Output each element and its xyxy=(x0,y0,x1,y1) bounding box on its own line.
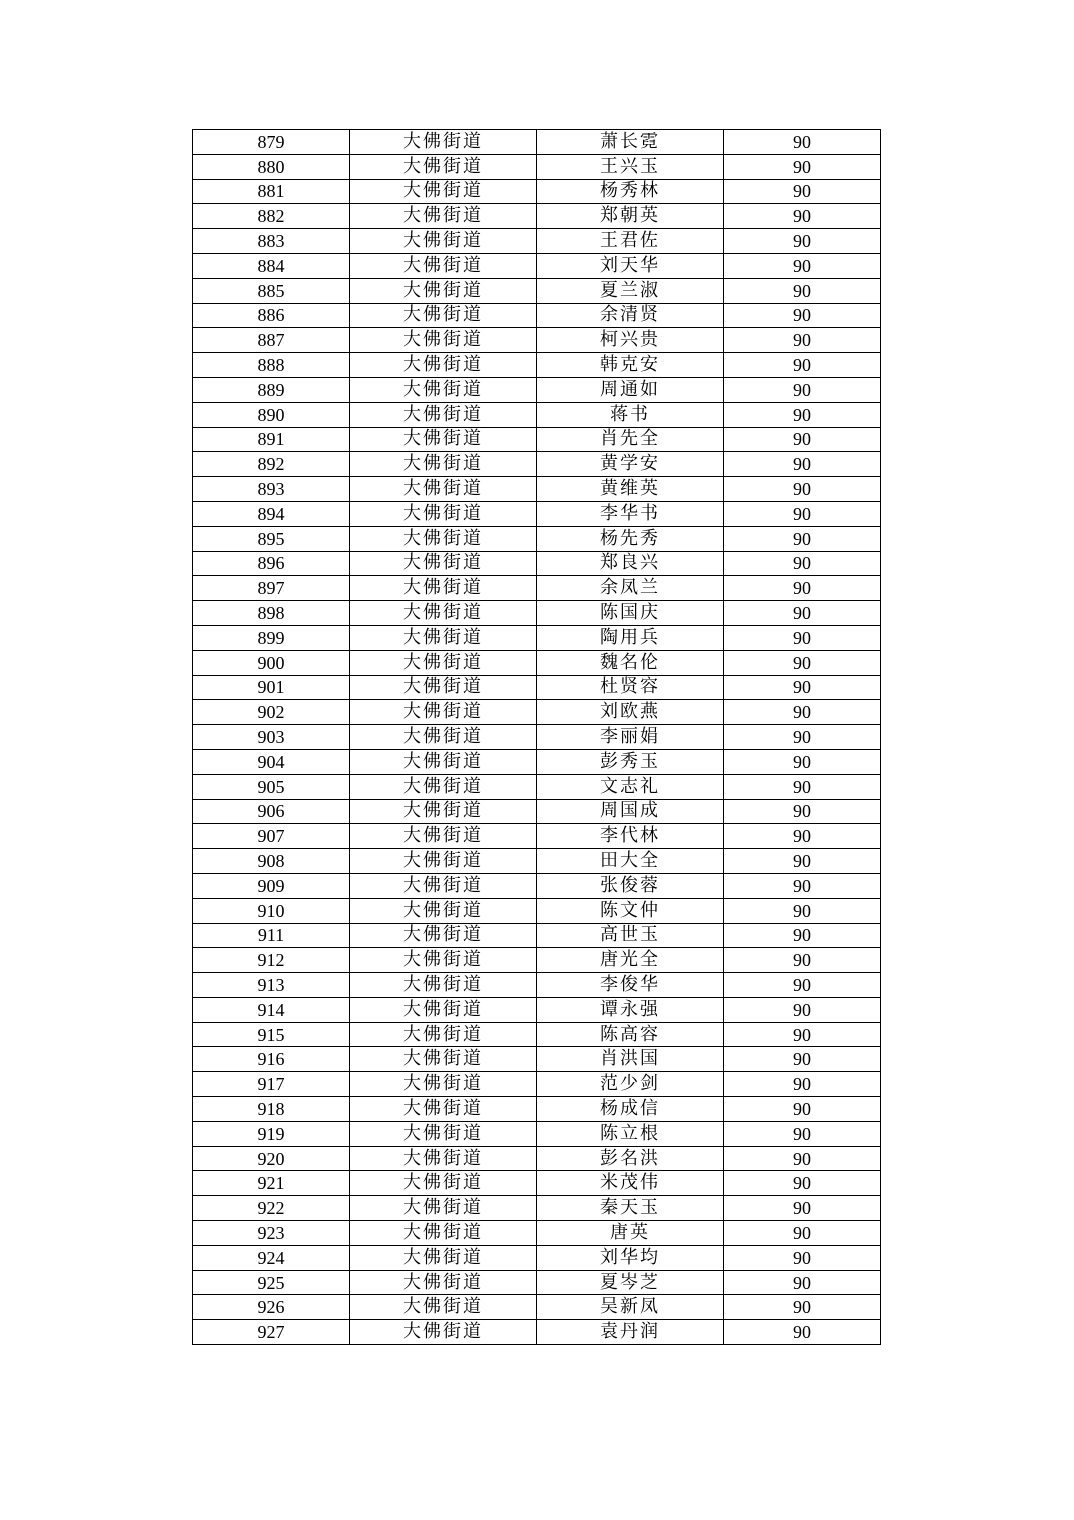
score-cell: 90 xyxy=(724,452,881,477)
row-number-cell: 902 xyxy=(193,700,350,725)
row-number-cell: 884 xyxy=(193,253,350,278)
row-number-cell: 909 xyxy=(193,873,350,898)
table-row xyxy=(193,452,881,477)
person-name-cell: 郑良兴 xyxy=(537,551,724,576)
table-row xyxy=(193,650,881,675)
street-cell: 大佛街道 xyxy=(350,1121,537,1146)
table-row xyxy=(193,303,881,328)
table-row xyxy=(193,1022,881,1047)
score-cell: 90 xyxy=(724,1072,881,1097)
street-cell: 大佛街道 xyxy=(350,873,537,898)
row-number-cell: 897 xyxy=(193,576,350,601)
street-cell: 大佛街道 xyxy=(350,1221,537,1246)
score-cell: 90 xyxy=(724,824,881,849)
table-row xyxy=(193,526,881,551)
row-number-cell: 906 xyxy=(193,799,350,824)
table-row xyxy=(193,625,881,650)
person-name-cell: 郑朝英 xyxy=(537,204,724,229)
person-name-cell: 蒋书 xyxy=(537,402,724,427)
score-cell: 90 xyxy=(724,774,881,799)
row-number-cell: 907 xyxy=(193,824,350,849)
person-name-cell: 范少剑 xyxy=(537,1072,724,1097)
person-name-cell: 余清贤 xyxy=(537,303,724,328)
row-number-cell: 913 xyxy=(193,973,350,998)
street-cell: 大佛街道 xyxy=(350,700,537,725)
table-row xyxy=(193,1320,881,1345)
score-cell: 90 xyxy=(724,700,881,725)
street-cell: 大佛街道 xyxy=(350,973,537,998)
score-cell: 90 xyxy=(724,526,881,551)
row-number-cell: 886 xyxy=(193,303,350,328)
person-name-cell: 彭名洪 xyxy=(537,1146,724,1171)
street-cell: 大佛街道 xyxy=(350,154,537,179)
street-cell: 大佛街道 xyxy=(350,1270,537,1295)
table-row xyxy=(193,501,881,526)
score-cell: 90 xyxy=(724,303,881,328)
street-cell: 大佛街道 xyxy=(350,1295,537,1320)
score-cell: 90 xyxy=(724,377,881,402)
score-cell: 90 xyxy=(724,625,881,650)
score-cell: 90 xyxy=(724,675,881,700)
person-name-cell: 余凤兰 xyxy=(537,576,724,601)
row-number-cell: 880 xyxy=(193,154,350,179)
score-cell: 90 xyxy=(724,179,881,204)
table-row xyxy=(193,948,881,973)
score-cell: 90 xyxy=(724,576,881,601)
row-number-cell: 890 xyxy=(193,402,350,427)
score-cell: 90 xyxy=(724,849,881,874)
score-cell: 90 xyxy=(724,749,881,774)
table-row xyxy=(193,551,881,576)
row-number-cell: 899 xyxy=(193,625,350,650)
row-number-cell: 926 xyxy=(193,1295,350,1320)
roster-table xyxy=(192,129,881,1345)
street-cell: 大佛街道 xyxy=(350,477,537,502)
street-cell: 大佛街道 xyxy=(350,353,537,378)
street-cell: 大佛街道 xyxy=(350,948,537,973)
street-cell: 大佛街道 xyxy=(350,526,537,551)
row-number-cell: 889 xyxy=(193,377,350,402)
row-number-cell: 910 xyxy=(193,898,350,923)
score-cell: 90 xyxy=(724,923,881,948)
street-cell: 大佛街道 xyxy=(350,601,537,626)
table-row xyxy=(193,1245,881,1270)
row-number-cell: 903 xyxy=(193,725,350,750)
score-cell: 90 xyxy=(724,650,881,675)
street-cell: 大佛街道 xyxy=(350,576,537,601)
person-name-cell: 李代林 xyxy=(537,824,724,849)
table-row xyxy=(193,229,881,254)
person-name-cell: 唐光全 xyxy=(537,948,724,973)
street-cell: 大佛街道 xyxy=(350,675,537,700)
score-cell: 90 xyxy=(724,1146,881,1171)
street-cell: 大佛街道 xyxy=(350,725,537,750)
table-row xyxy=(193,898,881,923)
score-cell: 90 xyxy=(724,725,881,750)
score-cell: 90 xyxy=(724,1047,881,1072)
street-cell: 大佛街道 xyxy=(350,824,537,849)
table-row xyxy=(193,774,881,799)
street-cell: 大佛街道 xyxy=(350,377,537,402)
table-row xyxy=(193,1171,881,1196)
table-row xyxy=(193,1072,881,1097)
row-number-cell: 922 xyxy=(193,1196,350,1221)
person-name-cell: 吴新凤 xyxy=(537,1295,724,1320)
person-name-cell: 张俊蓉 xyxy=(537,873,724,898)
row-number-cell: 893 xyxy=(193,477,350,502)
street-cell: 大佛街道 xyxy=(350,551,537,576)
table-row xyxy=(193,725,881,750)
row-number-cell: 898 xyxy=(193,601,350,626)
person-name-cell: 韩克安 xyxy=(537,353,724,378)
table-row xyxy=(193,923,881,948)
table-row xyxy=(193,204,881,229)
score-cell: 90 xyxy=(724,1196,881,1221)
row-number-cell: 895 xyxy=(193,526,350,551)
row-number-cell: 923 xyxy=(193,1221,350,1246)
row-number-cell: 919 xyxy=(193,1121,350,1146)
table-row xyxy=(193,179,881,204)
roster-table-body xyxy=(193,130,881,1345)
street-cell: 大佛街道 xyxy=(350,849,537,874)
table-row xyxy=(193,873,881,898)
score-cell: 90 xyxy=(724,1295,881,1320)
table-row xyxy=(193,353,881,378)
table-row xyxy=(193,973,881,998)
row-number-cell: 894 xyxy=(193,501,350,526)
row-number-cell: 900 xyxy=(193,650,350,675)
row-number-cell: 887 xyxy=(193,328,350,353)
score-cell: 90 xyxy=(724,551,881,576)
row-number-cell: 911 xyxy=(193,923,350,948)
score-cell: 90 xyxy=(724,402,881,427)
table-row xyxy=(193,377,881,402)
person-name-cell: 肖先全 xyxy=(537,427,724,452)
row-number-cell: 924 xyxy=(193,1245,350,1270)
score-cell: 90 xyxy=(724,1022,881,1047)
row-number-cell: 915 xyxy=(193,1022,350,1047)
table-row xyxy=(193,130,881,155)
person-name-cell: 周通如 xyxy=(537,377,724,402)
person-name-cell: 夏岑芝 xyxy=(537,1270,724,1295)
street-cell: 大佛街道 xyxy=(350,1196,537,1221)
score-cell: 90 xyxy=(724,427,881,452)
person-name-cell: 唐英 xyxy=(537,1221,724,1246)
row-number-cell: 896 xyxy=(193,551,350,576)
street-cell: 大佛街道 xyxy=(350,328,537,353)
person-name-cell: 谭永强 xyxy=(537,997,724,1022)
person-name-cell: 杨先秀 xyxy=(537,526,724,551)
table-row xyxy=(193,824,881,849)
person-name-cell: 王君佐 xyxy=(537,229,724,254)
score-cell: 90 xyxy=(724,873,881,898)
row-number-cell: 881 xyxy=(193,179,350,204)
row-number-cell: 891 xyxy=(193,427,350,452)
table-row xyxy=(193,427,881,452)
street-cell: 大佛街道 xyxy=(350,278,537,303)
score-cell: 90 xyxy=(724,1221,881,1246)
score-cell: 90 xyxy=(724,477,881,502)
row-number-cell: 883 xyxy=(193,229,350,254)
row-number-cell: 904 xyxy=(193,749,350,774)
table-row xyxy=(193,700,881,725)
score-cell: 90 xyxy=(724,1270,881,1295)
person-name-cell: 肖洪国 xyxy=(537,1047,724,1072)
street-cell: 大佛街道 xyxy=(350,204,537,229)
row-number-cell: 914 xyxy=(193,997,350,1022)
row-number-cell: 917 xyxy=(193,1072,350,1097)
table-row xyxy=(193,675,881,700)
score-cell: 90 xyxy=(724,1320,881,1345)
score-cell: 90 xyxy=(724,1097,881,1122)
street-cell: 大佛街道 xyxy=(350,1146,537,1171)
person-name-cell: 夏兰淑 xyxy=(537,278,724,303)
person-name-cell: 杜贤容 xyxy=(537,675,724,700)
row-number-cell: 888 xyxy=(193,353,350,378)
person-name-cell: 陈高容 xyxy=(537,1022,724,1047)
table-row xyxy=(193,601,881,626)
person-name-cell: 陈立根 xyxy=(537,1121,724,1146)
person-name-cell: 陈国庆 xyxy=(537,601,724,626)
street-cell: 大佛街道 xyxy=(350,898,537,923)
score-cell: 90 xyxy=(724,130,881,155)
street-cell: 大佛街道 xyxy=(350,997,537,1022)
table-row xyxy=(193,1221,881,1246)
person-name-cell: 周国成 xyxy=(537,799,724,824)
score-cell: 90 xyxy=(724,154,881,179)
person-name-cell: 秦天玉 xyxy=(537,1196,724,1221)
table-row xyxy=(193,154,881,179)
person-name-cell: 李丽娟 xyxy=(537,725,724,750)
table-row xyxy=(193,1196,881,1221)
street-cell: 大佛街道 xyxy=(350,1097,537,1122)
street-cell: 大佛街道 xyxy=(350,1171,537,1196)
street-cell: 大佛街道 xyxy=(350,130,537,155)
row-number-cell: 918 xyxy=(193,1097,350,1122)
street-cell: 大佛街道 xyxy=(350,402,537,427)
person-name-cell: 萧长霓 xyxy=(537,130,724,155)
street-cell: 大佛街道 xyxy=(350,1072,537,1097)
person-name-cell: 陈文仲 xyxy=(537,898,724,923)
row-number-cell: 892 xyxy=(193,452,350,477)
score-cell: 90 xyxy=(724,229,881,254)
table-row xyxy=(193,1047,881,1072)
row-number-cell: 905 xyxy=(193,774,350,799)
person-name-cell: 刘华均 xyxy=(537,1245,724,1270)
score-cell: 90 xyxy=(724,328,881,353)
street-cell: 大佛街道 xyxy=(350,650,537,675)
score-cell: 90 xyxy=(724,501,881,526)
street-cell: 大佛街道 xyxy=(350,229,537,254)
score-cell: 90 xyxy=(724,1121,881,1146)
score-cell: 90 xyxy=(724,253,881,278)
table-row xyxy=(193,749,881,774)
street-cell: 大佛街道 xyxy=(350,749,537,774)
street-cell: 大佛街道 xyxy=(350,1245,537,1270)
row-number-cell: 882 xyxy=(193,204,350,229)
table-row xyxy=(193,1270,881,1295)
street-cell: 大佛街道 xyxy=(350,501,537,526)
table-row xyxy=(193,799,881,824)
street-cell: 大佛街道 xyxy=(350,253,537,278)
table-row xyxy=(193,402,881,427)
person-name-cell: 文志礼 xyxy=(537,774,724,799)
row-number-cell: 879 xyxy=(193,130,350,155)
table-row xyxy=(193,997,881,1022)
score-cell: 90 xyxy=(724,799,881,824)
person-name-cell: 米茂伟 xyxy=(537,1171,724,1196)
person-name-cell: 黄维英 xyxy=(537,477,724,502)
score-cell: 90 xyxy=(724,1171,881,1196)
street-cell: 大佛街道 xyxy=(350,1320,537,1345)
person-name-cell: 彭秀玉 xyxy=(537,749,724,774)
table-row xyxy=(193,278,881,303)
score-cell: 90 xyxy=(724,948,881,973)
score-cell: 90 xyxy=(724,1245,881,1270)
score-cell: 90 xyxy=(724,204,881,229)
street-cell: 大佛街道 xyxy=(350,179,537,204)
street-cell: 大佛街道 xyxy=(350,923,537,948)
table-row xyxy=(193,253,881,278)
person-name-cell: 刘欧燕 xyxy=(537,700,724,725)
score-cell: 90 xyxy=(724,353,881,378)
street-cell: 大佛街道 xyxy=(350,303,537,328)
row-number-cell: 920 xyxy=(193,1146,350,1171)
score-cell: 90 xyxy=(724,601,881,626)
table-row xyxy=(193,1146,881,1171)
table-row xyxy=(193,576,881,601)
person-name-cell: 高世玉 xyxy=(537,923,724,948)
person-name-cell: 魏名伦 xyxy=(537,650,724,675)
person-name-cell: 杨秀林 xyxy=(537,179,724,204)
row-number-cell: 921 xyxy=(193,1171,350,1196)
row-number-cell: 925 xyxy=(193,1270,350,1295)
street-cell: 大佛街道 xyxy=(350,799,537,824)
person-name-cell: 田大全 xyxy=(537,849,724,874)
person-name-cell: 李华书 xyxy=(537,501,724,526)
table-row xyxy=(193,1295,881,1320)
person-name-cell: 袁丹润 xyxy=(537,1320,724,1345)
row-number-cell: 901 xyxy=(193,675,350,700)
table-row xyxy=(193,1121,881,1146)
row-number-cell: 885 xyxy=(193,278,350,303)
person-name-cell: 王兴玉 xyxy=(537,154,724,179)
score-cell: 90 xyxy=(724,997,881,1022)
row-number-cell: 908 xyxy=(193,849,350,874)
person-name-cell: 柯兴贵 xyxy=(537,328,724,353)
row-number-cell: 927 xyxy=(193,1320,350,1345)
person-name-cell: 陶用兵 xyxy=(537,625,724,650)
street-cell: 大佛街道 xyxy=(350,625,537,650)
street-cell: 大佛街道 xyxy=(350,427,537,452)
table-row xyxy=(193,477,881,502)
person-name-cell: 杨成信 xyxy=(537,1097,724,1122)
street-cell: 大佛街道 xyxy=(350,1047,537,1072)
table-row xyxy=(193,1097,881,1122)
person-name-cell: 刘天华 xyxy=(537,253,724,278)
person-name-cell: 李俊华 xyxy=(537,973,724,998)
table-row xyxy=(193,328,881,353)
street-cell: 大佛街道 xyxy=(350,452,537,477)
street-cell: 大佛街道 xyxy=(350,774,537,799)
row-number-cell: 916 xyxy=(193,1047,350,1072)
table-row xyxy=(193,849,881,874)
score-cell: 90 xyxy=(724,898,881,923)
person-name-cell: 黄学安 xyxy=(537,452,724,477)
street-cell: 大佛街道 xyxy=(350,1022,537,1047)
score-cell: 90 xyxy=(724,973,881,998)
row-number-cell: 912 xyxy=(193,948,350,973)
score-cell: 90 xyxy=(724,278,881,303)
